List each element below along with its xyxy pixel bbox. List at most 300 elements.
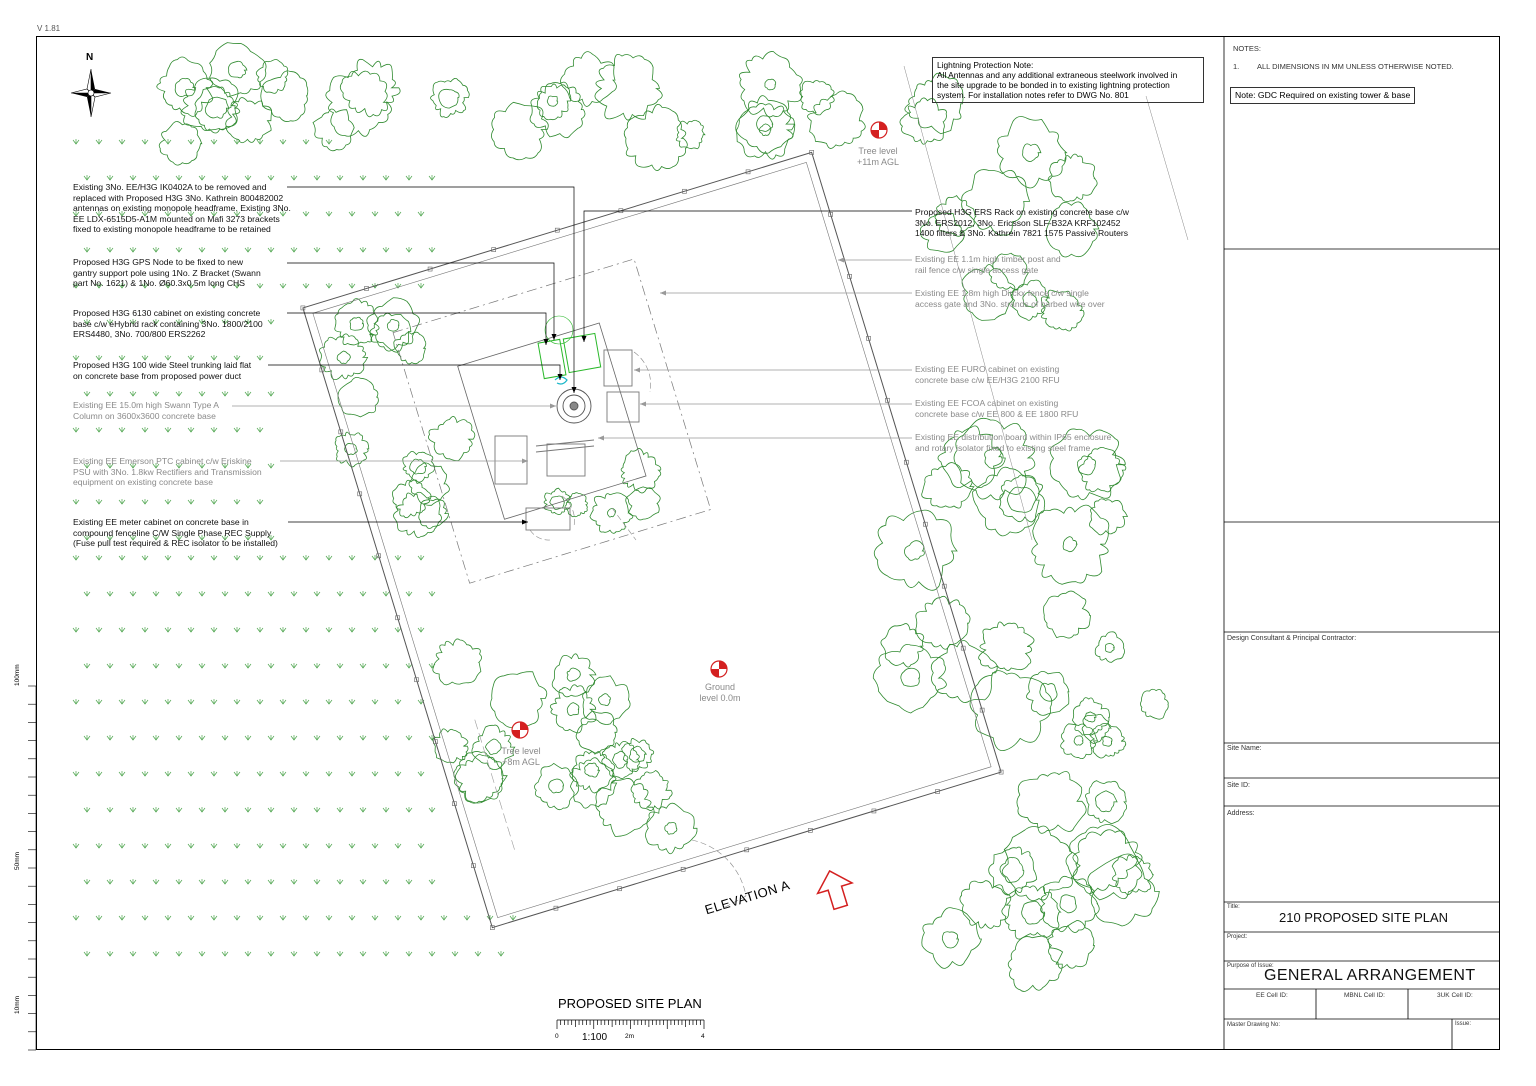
grass-symbol — [119, 843, 125, 848]
margin-mark-100mm: 100mm — [14, 664, 21, 686]
grass-symbol — [291, 735, 297, 740]
margin-mark-10mm: 10mm — [14, 995, 21, 1014]
grass-symbol — [360, 591, 366, 596]
grass-symbol — [429, 807, 435, 812]
tree-canopy — [1079, 447, 1126, 491]
grass-symbol — [280, 699, 286, 704]
tree-canopy — [319, 334, 367, 380]
grass-symbol — [360, 247, 366, 252]
tree-canopy — [1074, 736, 1083, 745]
tree-canopy — [431, 78, 470, 117]
leader-arrowhead — [582, 336, 587, 342]
tree-canopy — [1085, 712, 1096, 722]
grass-symbol — [119, 699, 125, 704]
grass-symbol — [222, 879, 228, 884]
tree-canopy — [370, 313, 411, 351]
grass-symbol — [188, 427, 194, 432]
grass-symbol — [303, 843, 309, 848]
tree-canopy — [338, 377, 378, 417]
grass-symbol — [199, 807, 205, 812]
tree-canopy — [1060, 895, 1076, 913]
grass-symbol — [234, 499, 240, 504]
tree-canopy — [261, 71, 308, 122]
grass-symbol — [165, 499, 171, 504]
site-id-label: Site ID: — [1227, 782, 1250, 789]
grass-symbol — [406, 247, 412, 252]
grass-symbol — [257, 355, 263, 360]
grass-symbol — [360, 663, 366, 668]
grass-symbol — [326, 699, 332, 704]
tree-canopy — [393, 492, 441, 537]
cyan-ducts — [555, 377, 567, 384]
leader-line — [287, 187, 574, 393]
grass-symbol — [349, 211, 355, 216]
grass-symbol — [119, 771, 125, 776]
north-label: N — [86, 52, 94, 63]
grass-symbol — [372, 699, 378, 704]
grass-symbol — [130, 175, 136, 180]
tree-canopy — [387, 319, 399, 331]
grass-symbol — [211, 843, 217, 848]
grass-symbol — [498, 951, 504, 956]
margin-mark-50mm: 50mm — [14, 851, 21, 870]
grass-symbol — [153, 391, 159, 396]
tree-canopy — [997, 116, 1066, 188]
grass-symbol — [234, 555, 240, 560]
grass-symbol — [96, 499, 102, 504]
annotation-antennas: Existing 3No. EE/H3G IK0402A to be removed and replaced with Proposed H3G 3No. Kathrein 800482002 antennas on existing monopole headframe. Existing 3No. EE LDX-6515D5-A1M mounted on Mafi 3273 brackets fixed to existing monopole headframe to be retained — [73, 182, 291, 235]
tree-canopy — [1063, 537, 1077, 552]
grass-symbol — [153, 735, 159, 740]
grass-symbol — [257, 427, 263, 432]
grass-symbol — [176, 391, 182, 396]
grass-symbol — [349, 843, 355, 848]
grass-symbol — [165, 139, 171, 144]
grass-symbol — [383, 735, 389, 740]
elevation-a-label: ELEVATION A — [703, 877, 792, 918]
annotation-ers-rack: Proposed H3G ERS Rack on existing concrete base c/w 3No. ERS2012, 3No. Ericsson SLF-B32A KRF102452 1400 filters & 3No. Kathrein 7821 1575 Passive Routers — [915, 207, 1129, 239]
grass-symbol — [280, 283, 286, 288]
grass-symbol — [337, 247, 343, 252]
grass-symbol — [188, 843, 194, 848]
grass-symbol — [280, 139, 286, 144]
tree-canopy — [256, 59, 288, 93]
leader-arrowhead — [550, 404, 556, 409]
grass-symbol — [142, 627, 148, 632]
ee-cell-label: EE Cell ID: — [1256, 992, 1288, 999]
grass-symbol — [372, 555, 378, 560]
grass-symbol — [395, 211, 401, 216]
grass-symbol — [395, 915, 401, 920]
grass-symbol — [475, 951, 481, 956]
grass-symbol — [291, 879, 297, 884]
grass-symbol — [245, 807, 251, 812]
grass-symbol — [441, 915, 447, 920]
grass-symbol — [395, 699, 401, 704]
grass-symbol — [211, 771, 217, 776]
grass-symbol — [326, 627, 332, 632]
grass-symbol — [395, 771, 401, 776]
grass-symbol — [245, 879, 251, 884]
ground-level-label: Ground level 0.0m — [699, 682, 741, 703]
scale-tick-0: 0 — [555, 1033, 559, 1040]
grass-symbol — [176, 247, 182, 252]
grass-symbol — [96, 555, 102, 560]
purpose-label: Purpose of Issue: — [1227, 963, 1274, 969]
grass-symbol — [257, 771, 263, 776]
tree-canopy — [1032, 505, 1109, 584]
tree-canopy — [394, 332, 426, 364]
grass-symbol — [153, 879, 159, 884]
grass-symbol — [337, 735, 343, 740]
tree-canopy — [567, 703, 579, 716]
tree-canopy — [1040, 683, 1057, 701]
grass-symbol — [119, 555, 125, 560]
annotation-fcoa-cabinet: Existing EE FCOA cabinet on existing concrete base c/w EE 800 & EE 1800 RFU — [915, 398, 1079, 419]
tree-canopy — [874, 510, 957, 590]
grass-symbol — [360, 879, 366, 884]
scale-tick-2m: 2m — [625, 1033, 635, 1040]
grass-symbol — [107, 591, 113, 596]
tree-canopy — [1095, 791, 1117, 812]
grass-symbol — [429, 175, 435, 180]
grass-symbol — [107, 735, 113, 740]
project-label: Project: — [1227, 934, 1248, 940]
grass-symbol — [165, 771, 171, 776]
grass-symbol — [222, 591, 228, 596]
grass-symbol — [245, 735, 251, 740]
grass-symbol — [153, 951, 159, 956]
grass-symbol — [383, 175, 389, 180]
tree-canopy — [631, 771, 672, 811]
3uk-cell-label: 3UK Cell ID: — [1437, 992, 1473, 999]
grass-symbol — [222, 807, 228, 812]
grass-symbol — [188, 499, 194, 504]
scale-ratio: 1:100 — [582, 1032, 608, 1043]
grass-symbol — [119, 627, 125, 632]
tree-canopy — [916, 596, 970, 649]
tree-canopy — [1140, 689, 1168, 719]
grass-symbol — [142, 843, 148, 848]
grass-symbol — [107, 391, 113, 396]
grass-symbol — [418, 915, 424, 920]
tree-canopy — [210, 43, 266, 97]
grass-symbol — [418, 555, 424, 560]
purpose-value: GENERAL ARRANGEMENT — [1264, 967, 1476, 984]
grass-symbol — [418, 843, 424, 848]
tree-canopy — [335, 299, 379, 345]
grass-symbol — [349, 915, 355, 920]
north-arrow-icon — [71, 69, 111, 117]
grass-symbol — [349, 699, 355, 704]
grass-symbol — [199, 951, 205, 956]
tree-canopy — [931, 640, 997, 702]
grass-symbol — [314, 663, 320, 668]
grass-symbol — [119, 499, 125, 504]
grass-symbol — [119, 915, 125, 920]
leader-arrowhead — [660, 291, 666, 296]
grass-symbol — [326, 139, 332, 144]
notes-heading: NOTES: — [1233, 44, 1261, 53]
grass-symbol — [337, 879, 343, 884]
grass-symbol — [165, 843, 171, 848]
tree-canopy — [598, 694, 610, 706]
tree-canopy — [665, 822, 677, 834]
grass-symbol — [211, 139, 217, 144]
grass-symbol — [291, 247, 297, 252]
grass-symbol — [188, 627, 194, 632]
annotation-timber-fence: Existing EE 1.1m high timber post and rail fence c/w single access gate — [915, 254, 1061, 275]
title-label: Title: — [1227, 904, 1240, 910]
tree-canopy — [1022, 901, 1045, 924]
grass-symbol — [395, 843, 401, 848]
tree-canopy — [530, 82, 585, 138]
tree-canopy — [549, 779, 564, 793]
grass-symbol — [84, 807, 90, 812]
tree-canopy — [561, 52, 617, 107]
grass-symbol — [303, 139, 309, 144]
grass-symbol — [418, 283, 424, 288]
grass-symbol — [337, 175, 343, 180]
tree-canopy — [1072, 698, 1109, 735]
tree-canopy — [433, 729, 468, 763]
grass-symbol — [107, 879, 113, 884]
grass-symbol — [222, 663, 228, 668]
grass-symbol — [84, 663, 90, 668]
grass-symbol — [142, 915, 148, 920]
grass-symbol — [96, 627, 102, 632]
grass-symbol — [211, 499, 217, 504]
grass-symbol — [268, 879, 274, 884]
leader-arrowhead — [640, 402, 646, 407]
tree-canopy — [1023, 144, 1041, 162]
tree-canopy — [1044, 591, 1091, 638]
grass-symbol — [418, 771, 424, 776]
grass-symbol — [153, 591, 159, 596]
grass-symbol — [222, 735, 228, 740]
tree-canopy — [1103, 736, 1112, 746]
annotation-furo-cabinet: Existing EE FURO cabinet on existing concrete base c/w EE/H3G 2100 RFU — [915, 364, 1060, 385]
grass-symbol — [234, 427, 240, 432]
grass-symbol — [337, 663, 343, 668]
grass-symbol — [142, 499, 148, 504]
annotation-6130-cabinet: Proposed H3G 6130 cabinet on existing concrete base c/w eHybrid rack containing 3No. 1800/2100 ERS4480, 3No. 700/800 ERS2262 — [73, 308, 263, 340]
grass-symbol — [119, 139, 125, 144]
compound-fence — [303, 152, 1001, 927]
tree-canopy — [590, 493, 633, 533]
grass-symbol — [199, 391, 205, 396]
tree-canopy — [159, 122, 202, 166]
tree-canopy — [1105, 644, 1114, 653]
grass-symbol — [291, 663, 297, 668]
tree-level-top-label: Tree level +11m AGL — [856, 146, 900, 167]
tree-canopy — [904, 541, 924, 561]
grass-symbol — [360, 175, 366, 180]
tree-canopy — [567, 668, 580, 681]
tree-canopy — [392, 480, 431, 518]
grass-symbol — [245, 175, 251, 180]
grass-symbol — [349, 771, 355, 776]
grass-symbol — [406, 735, 412, 740]
tree-canopy — [576, 711, 617, 753]
margin-scale — [28, 686, 36, 1050]
tree-canopy — [922, 463, 974, 509]
tree-canopy — [326, 71, 392, 136]
grass-symbol — [130, 951, 136, 956]
tree-canopy — [1000, 858, 1024, 883]
grass-symbol — [130, 247, 136, 252]
grass-symbol — [268, 735, 274, 740]
tree-canopy — [621, 448, 661, 493]
grass-symbol — [245, 591, 251, 596]
grass-symbol — [303, 555, 309, 560]
tree-canopy — [439, 89, 459, 108]
tree-canopy — [1002, 886, 1061, 939]
grass-symbol — [130, 663, 136, 668]
tree-canopy — [313, 109, 354, 151]
grass-symbol — [429, 591, 435, 596]
tree-canopy — [1008, 936, 1062, 992]
tree-canopy — [367, 298, 420, 352]
grass-symbol — [314, 735, 320, 740]
grass-symbol — [211, 427, 217, 432]
leader-arrowhead — [838, 258, 844, 263]
tree-canopy — [881, 624, 924, 667]
tree-canopy — [626, 487, 661, 520]
grass-symbol — [360, 735, 366, 740]
annotation-steel-trunking: Proposed H3G 100 wide Steel trunking laid flat on concrete base from proposed power duct — [73, 360, 252, 381]
grass-symbol — [326, 771, 332, 776]
grass-symbol — [107, 951, 113, 956]
grass-symbol — [96, 139, 102, 144]
grass-symbol — [303, 283, 309, 288]
grass-symbol — [142, 771, 148, 776]
grass-symbol — [84, 735, 90, 740]
scale-bar — [557, 1020, 704, 1029]
grass-symbol — [165, 555, 171, 560]
grass-symbol — [326, 843, 332, 848]
grass-symbol — [222, 247, 228, 252]
grass-symbol — [383, 663, 389, 668]
leader-line — [268, 365, 560, 380]
grass-symbol — [418, 211, 424, 216]
grass-symbol — [383, 879, 389, 884]
tree-level-left-label: Tree level +8m AGL — [501, 746, 541, 767]
grass-symbol — [84, 391, 90, 396]
leader-arrowhead — [634, 368, 640, 373]
grass-symbol — [245, 951, 251, 956]
grass-symbol — [84, 591, 90, 596]
grass-symbol — [360, 807, 366, 812]
grass-symbol — [199, 879, 205, 884]
grass-symbol — [107, 175, 113, 180]
grass-symbol — [199, 175, 205, 180]
drawing-title: 210 PROPOSED SITE PLAN — [1279, 910, 1449, 925]
grass-symbol — [291, 951, 297, 956]
tree-layer — [157, 43, 1168, 992]
leader-line — [287, 263, 554, 340]
tree-canopy — [583, 676, 631, 725]
tree-canopy — [1017, 772, 1086, 834]
grass-symbol — [349, 627, 355, 632]
grass-symbol — [406, 879, 412, 884]
tree-canopy — [433, 639, 482, 685]
grass-symbol — [418, 627, 424, 632]
grass-symbol — [268, 175, 274, 180]
grass-symbol — [188, 771, 194, 776]
issue-label: Issue: — [1455, 1021, 1472, 1027]
tree-canopy — [873, 644, 946, 713]
grass-symbol — [199, 591, 205, 596]
grass-symbol — [107, 663, 113, 668]
leader-line — [287, 313, 546, 345]
level-marker-icon — [512, 722, 528, 738]
grass-symbol — [314, 951, 320, 956]
fence-posts — [301, 150, 1003, 929]
grass-symbol — [142, 427, 148, 432]
grass-symbol — [84, 879, 90, 884]
grass-symbol — [211, 699, 217, 704]
grass-symbol — [222, 951, 228, 956]
grass-symbol — [73, 139, 79, 144]
grass-symbol — [268, 247, 274, 252]
equipment — [495, 350, 639, 530]
level-marker-icon — [711, 661, 727, 677]
tree-canopy — [1061, 724, 1098, 759]
tree-canopy — [800, 81, 835, 115]
grass-symbol — [188, 699, 194, 704]
grass-symbol — [349, 283, 355, 288]
grass-symbol — [372, 843, 378, 848]
grass-symbol — [73, 427, 79, 432]
grass-symbol — [314, 247, 320, 252]
grass-symbol — [84, 951, 90, 956]
grass-symbol — [372, 771, 378, 776]
leader-line — [584, 211, 912, 342]
grass-symbol — [291, 175, 297, 180]
grass-symbol — [96, 771, 102, 776]
tree-canopy — [195, 87, 240, 131]
gdc-note: Note: GDC Required on existing tower & base — [1230, 87, 1415, 104]
tree-canopy — [428, 416, 474, 460]
tree-canopy — [646, 803, 698, 854]
grass-symbol — [268, 319, 274, 324]
tree-canopy — [973, 467, 1040, 536]
grass-symbol — [73, 771, 79, 776]
grass-symbol — [165, 699, 171, 704]
tree-canopy — [960, 881, 1011, 929]
grass-symbol — [314, 175, 320, 180]
site-name-label: Site Name: — [1227, 745, 1262, 752]
grass-symbol — [395, 627, 401, 632]
grass-symbol — [188, 915, 194, 920]
grass-symbol — [291, 807, 297, 812]
tree-canopy — [335, 432, 369, 467]
grass-symbol — [96, 915, 102, 920]
grass-symbol — [73, 499, 79, 504]
tree-canopy — [205, 97, 229, 118]
grass-symbol — [303, 627, 309, 632]
grass-symbol — [73, 555, 79, 560]
grass-symbol — [107, 807, 113, 812]
grass-symbol — [153, 807, 159, 812]
tree-canopy — [808, 91, 866, 148]
grass-symbol — [280, 915, 286, 920]
tree-canopy — [595, 54, 662, 120]
grass-symbol — [234, 627, 240, 632]
grass-symbol — [257, 627, 263, 632]
grass-symbol — [383, 247, 389, 252]
